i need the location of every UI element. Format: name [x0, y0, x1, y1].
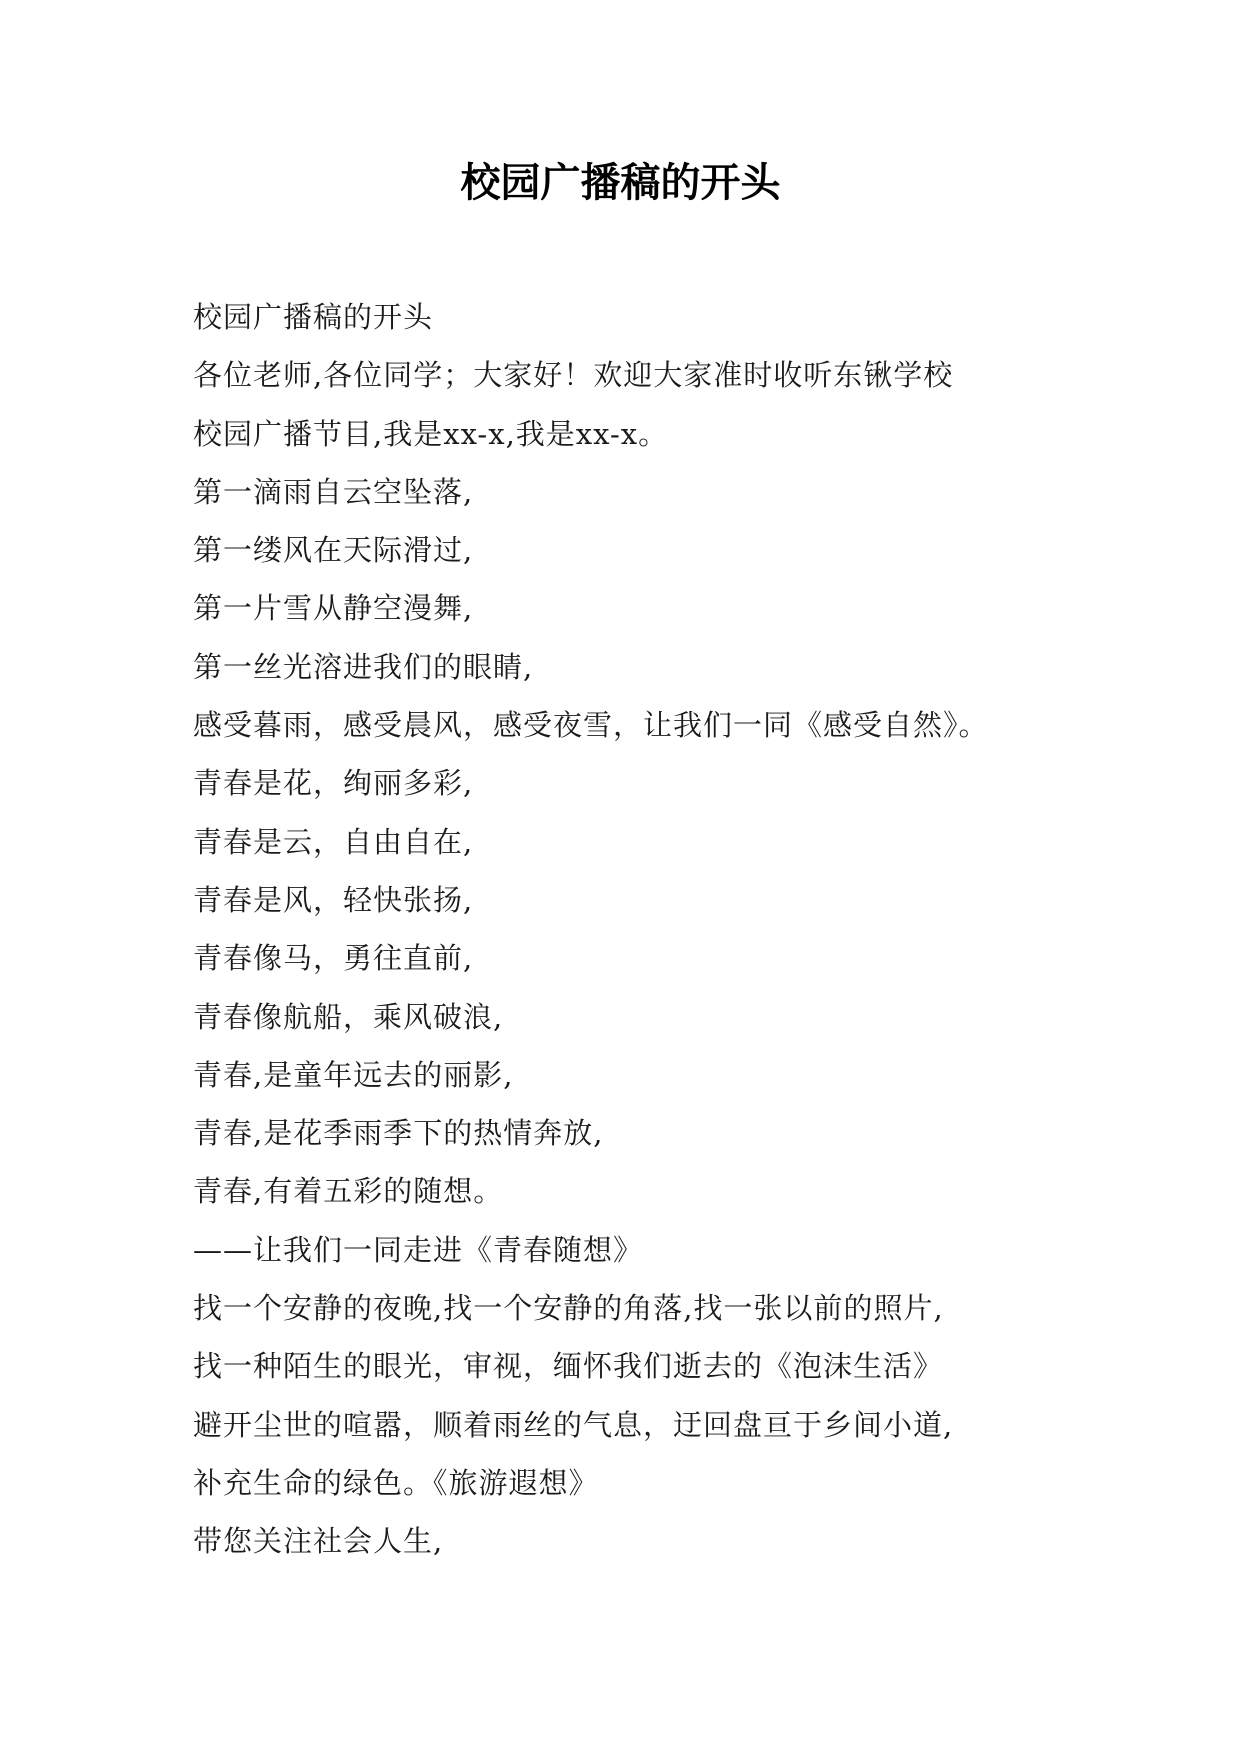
- body-line: 避开尘世的喧嚣，顺着雨丝的气息，迂回盘亘于乡间小道,: [193, 1407, 954, 1442]
- document-title: 校园广播稿的开头: [460, 160, 781, 206]
- body-line: 感受暮雨，感受晨风，感受夜雪，让我们一同《感受自然》。: [193, 708, 989, 743]
- body-line: 第一片雪从静空漫舞,: [193, 591, 474, 626]
- body-line: 找一个安静的夜晚,找一个安静的角落,找一张以前的照片,: [193, 1291, 944, 1326]
- body-line: 第一缕风在天际滑过,: [193, 533, 474, 568]
- body-line: 校园广播节目,我是xx-x,我是xx-x。: [193, 416, 669, 451]
- body-line: 校园广播稿的开头: [193, 300, 434, 334]
- body-line: 带您关注社会人生,: [193, 1524, 444, 1559]
- body-line: 青春像马，勇往直前,: [193, 941, 474, 976]
- body-line: 找一种陌生的眼光，审视，缅怀我们逝去的《泡沫生活》: [193, 1349, 944, 1384]
- body-line: 青春,是童年远去的丽影,: [193, 1057, 514, 1092]
- body-line: 第一滴雨自云空坠落,: [193, 474, 474, 509]
- body-line: 青春,是花季雨季下的热情奔放,: [193, 1116, 604, 1151]
- body-line: 第一丝光溶进我们的眼睛,: [193, 649, 534, 684]
- body-line: 青春是花，绚丽多彩,: [193, 766, 474, 801]
- body-line: 青春是云，自由自在,: [193, 824, 474, 859]
- body-line: 青春是风，轻快张扬,: [193, 882, 474, 917]
- body-line: 补充生命的绿色。《旅游遐想》: [193, 1465, 599, 1500]
- body-line: 青春,有着五彩的随想。: [193, 1174, 504, 1209]
- body-line: 青春像航船，乘风破浪,: [193, 999, 504, 1034]
- document-body: [193, 288, 1093, 1571]
- body-line: ——让我们一同走进《青春随想》: [193, 1232, 644, 1267]
- body-line: 各位老师,各位同学；大家好！欢迎大家准时收听东锹学校: [193, 358, 954, 393]
